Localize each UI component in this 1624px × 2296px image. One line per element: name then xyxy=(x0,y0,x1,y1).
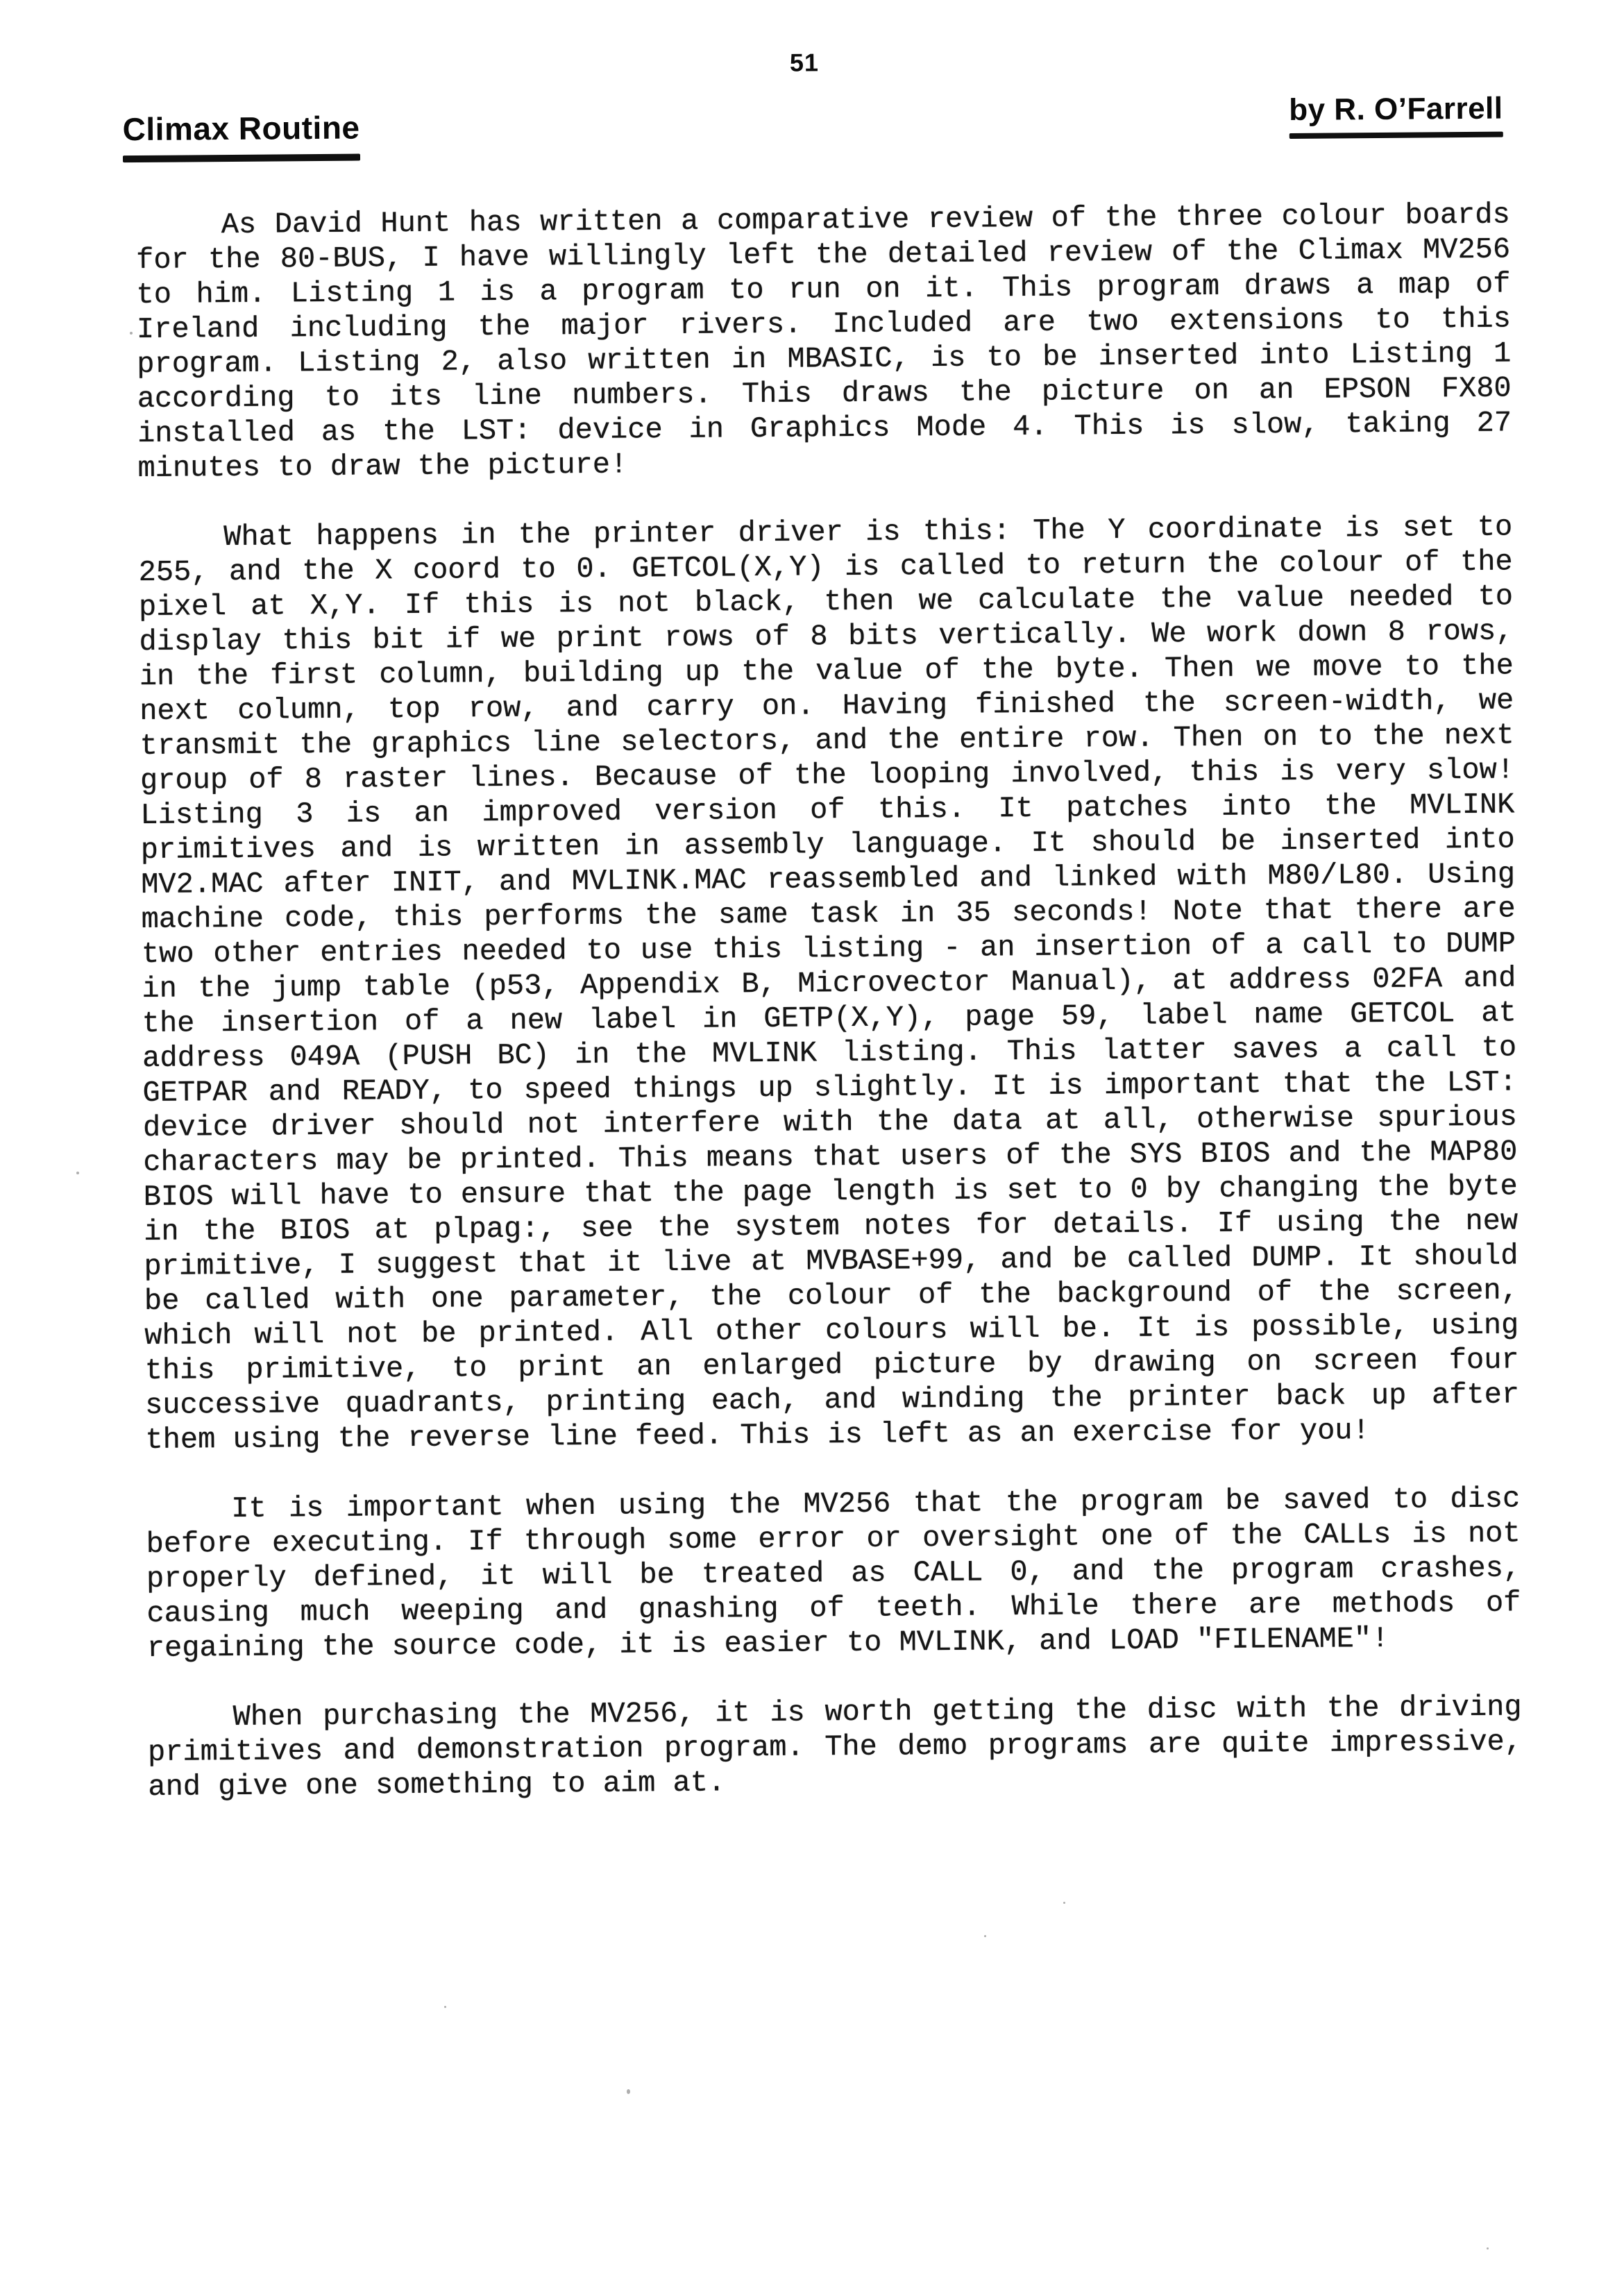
text-line: machine code, this performs the same task in 35 seconds! Note that there are xyxy=(141,892,1516,937)
text-line: primitive, I suggest that it live at MVBASE+99, and be called DUMP. It should xyxy=(144,1239,1519,1283)
header-left xyxy=(122,110,360,162)
text-line: pixel at X,Y. If this is not black, then we calculate the value needed to xyxy=(138,580,1514,625)
text-line: device driver should not interfere with the data at all, otherwise spurious xyxy=(142,1100,1518,1145)
text-line: before executing. If through some error or oversight one of the CALLs is not xyxy=(146,1517,1521,1561)
text-line: them using the reverse line feed. This is left as an exercise for you! xyxy=(145,1414,1370,1457)
text-line: to him. Listing 1 is a program to run on it. This program draws a map of xyxy=(136,267,1511,312)
paragraph xyxy=(138,509,1520,1458)
paragraph xyxy=(146,1481,1521,1666)
article-title: Climax Routine xyxy=(122,109,360,148)
scan-speckle xyxy=(1487,2247,1489,2249)
text-line: regaining the source code, it is easier to MVLINK, and LOAD "FILENAME"! xyxy=(146,1621,1389,1665)
header-right xyxy=(1289,92,1503,139)
scan-speckle xyxy=(627,2089,630,2094)
paragraph xyxy=(147,1689,1522,1805)
article-body xyxy=(136,197,1523,1804)
title-underline xyxy=(123,153,360,162)
article-header xyxy=(122,92,1503,163)
text-line: program. Listing 2, also written in MBASIC, is to be inserted into Listing 1 xyxy=(137,337,1512,382)
text-line: primitives and demonstration program. The demo programs are quite impressive, xyxy=(147,1725,1523,1769)
paragraph xyxy=(136,197,1512,486)
text-line: according to its line numbers. This draws the picture on an EPSON FX80 xyxy=(137,371,1512,416)
text-line: in the BIOS at plpag:, see the system notes for details. If using the new xyxy=(143,1204,1519,1249)
text-line: in the first column, building up the value of the byte. Then we move to the xyxy=(139,649,1514,694)
text-line: display this bit if we print rows of 8 bits vertically. We work down 8 rows, xyxy=(139,614,1514,659)
text-line: installed as the LST: device in Graphics Mode 4. This is slow, taking 27 xyxy=(137,406,1512,451)
scan-speckle xyxy=(1063,1902,1065,1904)
text-line: GETPAR and READY, to speed things up slightly. It is important that the LST: xyxy=(142,1065,1517,1110)
text-line: two other entries needed to use this listing - an insertion of a call to DUMP xyxy=(141,927,1516,972)
text-line: be called with one parameter, the colour of the background of the screen, xyxy=(144,1274,1519,1318)
text-line: BIOS will have to ensure that the page length is set to 0 by changing the byte xyxy=(143,1170,1518,1214)
byline: by R. O’Farrell xyxy=(1289,91,1503,127)
text-line: Listing 3 is an improved version of this. It patches into the MVLINK xyxy=(140,788,1515,833)
text-line: As David Hunt has written a comparative review of the three colour boards xyxy=(221,198,1510,242)
scan-speckle xyxy=(130,332,133,335)
scan-speckle xyxy=(444,2006,446,2008)
text-line: group of 8 raster lines. Because of the looping involved, this is very slow! xyxy=(139,753,1515,798)
text-line: characters may be printed. This means that users of the SYS BIOS and the MAP80 xyxy=(143,1135,1518,1179)
text-line: in the jump table (p53, Appendix B, Microvector Manual), at address 02FA and xyxy=(142,961,1516,1006)
text-line: next column, top row, and carry on. Having finished the screen-width, we xyxy=(139,684,1514,729)
text-line: It is important when using the MV256 that the program be saved to disc xyxy=(231,1482,1521,1526)
scan-speckle xyxy=(76,1172,79,1174)
text-line: causing much weeping and gnashing of teeth. While there are methods of xyxy=(146,1586,1521,1630)
text-line: properly defined, it will be treated as CALL 0, and the program crashes, xyxy=(146,1551,1521,1596)
text-line: and give one something to aim at. xyxy=(148,1766,726,1804)
text-line: successive quadrants, printing each, and winding the printer back up after xyxy=(144,1378,1520,1422)
text-line: Ireland including the major rivers. Included are two extensions to this xyxy=(136,302,1512,347)
text-line: 255, and the X coord to 0. GETCOL(X,Y) is called to return the colour of the xyxy=(138,545,1513,590)
text-line: this primitive, to print an enlarged picture by drawing on screen four xyxy=(144,1343,1519,1387)
text-line: What happens in the printer driver is this: The Y coordinate is set to xyxy=(223,510,1513,555)
text-line: transmit the graphics line selectors, and the entire row. Then on to the next xyxy=(139,718,1514,763)
page-number: 51 xyxy=(789,48,820,77)
text-line: address 049A (PUSH BC) in the MVLINK listing. This latter saves a call to xyxy=(142,1031,1517,1075)
text-line: primitives and is written in assembly language. It should be inserted into xyxy=(140,822,1515,868)
text-line: the insertion of a new label in GETP(X,Y), page 59, label name GETCOL at xyxy=(142,996,1516,1040)
text-line: MV2.MAC after INIT, and MVLINK.MAC reassembled and linked with M80/L80. Using xyxy=(141,857,1516,902)
scan-speckle xyxy=(984,1935,986,1937)
text-line: for the 80-BUS, I have willingly left the detailed review of the Climax MV256 xyxy=(135,233,1511,278)
text-line: minutes to draw the picture! xyxy=(137,448,628,486)
text-line: which will not be printed. All other colours will be. It is possible, using xyxy=(144,1308,1519,1353)
text-line: When purchasing the MV256, it is worth getting the disc with the driving xyxy=(232,1690,1522,1734)
byline-underline xyxy=(1289,132,1503,139)
